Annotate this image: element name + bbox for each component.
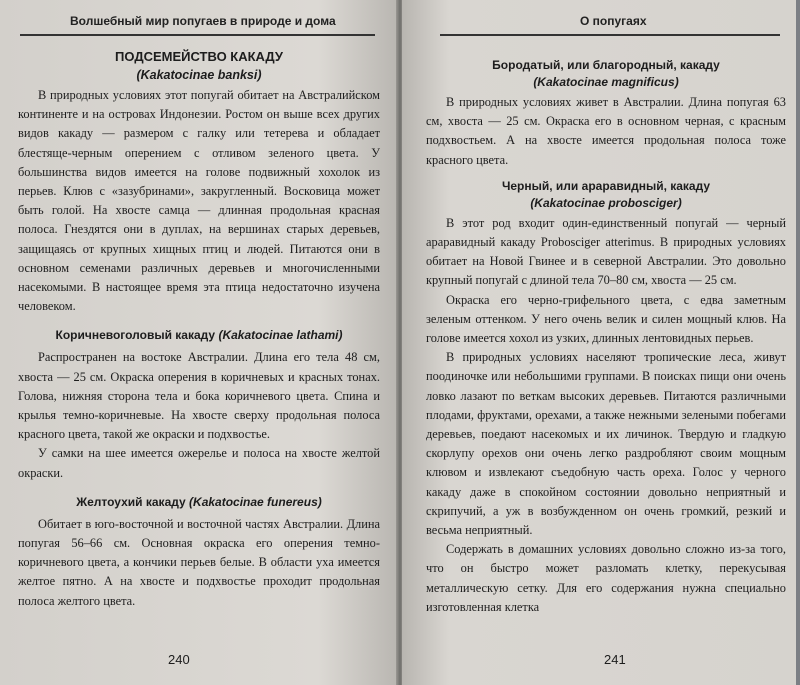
subheading-name: Желтоухий какаду	[76, 494, 186, 509]
subheading-latin: (Kakatocinae funereus)	[189, 494, 322, 509]
subheading-name: Бородатый, или благородный, какаду	[492, 58, 720, 72]
right-page	[402, 0, 796, 685]
section-heading-latin: (Kakatocinae banksi)	[136, 68, 262, 82]
paragraph: Обитает в юго-восточной и восточной частях Австралии. Длина попугая 56–66 см. Основная окраска его оперения темно-коричневого цвета, а кончики перьев белые. В области уха имеется желтое пятно. А на хвосте и подхвостье проходит продольная полоса желтого цвета.	[18, 516, 380, 608]
running-head: Волшебный мир попугаев в природе и дома	[70, 14, 336, 28]
paragraph: Содержать в домашних условиях довольно сложно из-за того, что он быстро может разломать клетку, перекусывая металлическую сетку. Для его содержания нужна специально изготовленная клетка	[426, 542, 786, 614]
page-number: 241	[604, 652, 626, 667]
header-rule	[20, 34, 375, 36]
left-page	[0, 0, 398, 685]
subheading-latin: (Kakatocinae probosciger)	[530, 195, 682, 210]
subheading	[18, 493, 380, 511]
header-rule	[440, 34, 780, 36]
subheading	[18, 326, 380, 344]
subheading-name: Черный, или арaравидный, какаду	[501, 178, 711, 193]
paragraph: Распространен на востоке Австралии. Длина его тела 48 см, хвоста — 25 см. Окраска оперения в коричневых и красных тонах. Голова, нижняя сторона тела и бока коричневого цвета. Спина и крылья темно-коричневые. На хвосте сверху продольная полоса красного цвета, такой же окраски и подхвостье.	[18, 350, 380, 442]
subheading-latin: (Kakatocinae magnificus)	[533, 75, 679, 89]
running-head: О попугаях	[580, 14, 647, 28]
paragraph: В природных условиях живет в Австралии. Длина попугая 63 см, хвоста — 25 см. Окраска его в основном черная, с красным подхвостьем. А на хвосте имеется продольная полоса тоже красного цвета.	[426, 95, 786, 167]
right-column	[426, 57, 786, 617]
paragraph: В этот род входит один-единственный попугай — черный арaравидный какаду Probosciger atterimus. В природных условиях обитает на Новой Гвинее и в северной Австралии. Это довольно крупный попугай с длиной тела 70–80 см, хвоста — 25 см.	[426, 215, 786, 288]
paragraph: У самки на шее имеется ожерелье и полоса на хвосте желтой окраски.	[18, 446, 380, 480]
paragraph: В природных условиях этот попугай обитает на Австралийском континенте и на островах Индонезии. Ростом он выше всех других видов какаду — размером с галку или тетерева и обладает блестяще-черным оперением с отливом зеленого цвета. У большинства видов имеется на голове подвижный хохолок из перьев. Клюв с «зазубринами», закругленный. Восковица может быть голой. На хвосте самца — длинная продольная красная полоса. Гнездятся они в дуплах, на вершинах старых деревьев, защищаясь от крупных хищных птиц и людей. Питаются они в основном семенами различных деревьев и многочисленными насекомыми. В настоящее время эта птица недостаточно изучена человеком.	[18, 88, 380, 314]
left-column	[18, 48, 380, 611]
subheading-name: Коричневоголовый какаду	[55, 328, 216, 343]
page-number: 240	[168, 652, 190, 667]
section-heading: ПОДСЕМЕЙСТВО КАКАДУ	[115, 49, 283, 64]
subheading-latin: (Kakatocinae lathami)	[218, 328, 343, 343]
paragraph: В природных условиях населяют тропические леса, живут поодиночке или небольшими группами. В поисках пищи они очень ловко лазают по веткам высоких деревьев. Питаются различными плодами, фруктами, орехами, а также нежными зелеными побегами деревьев, поедают насекомых и их личинок. Твердую и гладкую скорлупу орехов они очень легко раздробляют своим мощным клювом и извлекают съедобную часть ореха. Голос у черного какаду даже в спокойном состоянии довольно неприятный и скрипучий, а уж в возбужденном он очень громкий, резкий и весьма неприятный.	[426, 350, 786, 538]
paragraph: Окраска его черно-грифельного цвета, с едва заметным зеленым оттенком. У него очень велик и силен мощный клюв. На голове имеется хохол из узких, длинных лентовидных перьев.	[426, 292, 786, 346]
